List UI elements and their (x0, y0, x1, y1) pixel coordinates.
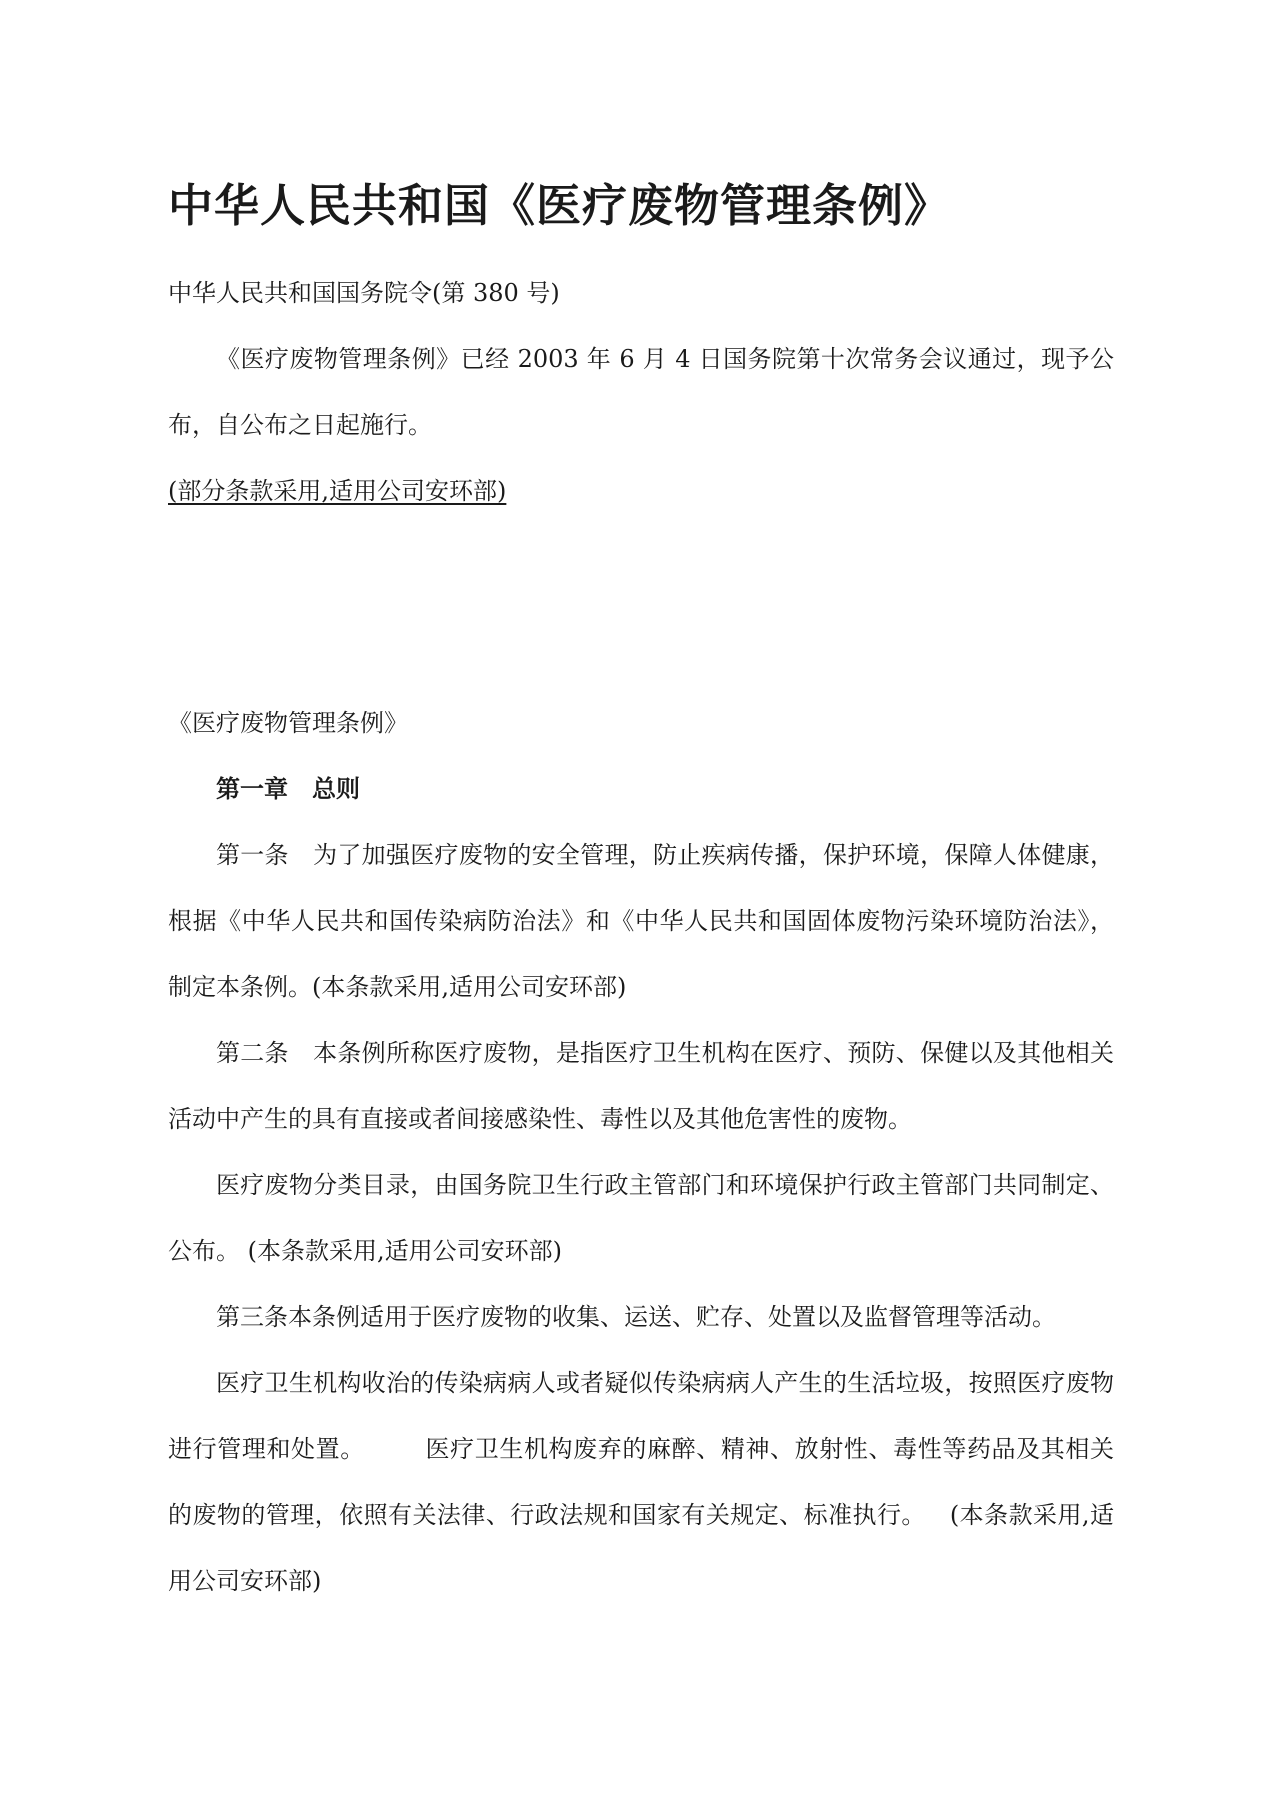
chapter-number: 第一章 (216, 774, 288, 803)
decree-line: 中华人民共和国国务院令(第 380 号) (168, 279, 560, 307)
article-3 (168, 1284, 1114, 1350)
regulation-name: 《医疗废物管理条例》 (168, 709, 408, 737)
document-title: 中华人民共和国《医疗废物管理条例》 (168, 179, 951, 232)
article-2-text: 本条例所称医疗废物，是指医疗卫生机构在医疗、预防、保健以及其他相关活动中产生的具有直接或者间接感染性、毒性以及其他危害性的废物。 (168, 1039, 1115, 1133)
article-1-text: 为了加强医疗废物的安全管理，防止疾病传播，保护环境，保障人体健康，根据《中华人民共和国传染病防治法》和《中华人民共和国固体废物污染环境防治法》，制定本条例。(本条款采用,适用公司安环部) (168, 841, 1115, 1001)
article-3-number: 第三条 (216, 1303, 288, 1331)
article-3-paragraph-2b: 医疗卫生机构废弃的麻醉、精神、放射性、毒性等药品及其相关的废物的管理，依照有关法律、行政法规和国家有关规定、标准执行。 (168, 1435, 1114, 1529)
scope-note (168, 458, 1114, 524)
article-3-note: (本条款采用,适用公司安环部) (168, 1501, 1114, 1595)
article-1-number: 第一条 (216, 841, 289, 869)
article-2-number: 第二条 (216, 1039, 289, 1067)
article-2 (168, 1020, 1114, 1152)
article-1 (168, 822, 1114, 1020)
scope-note-text: (部分条款采用,适用公司安环部) (168, 477, 507, 505)
article-2-paragraph-2: 医疗废物分类目录，由国务院卫生行政主管部门和环境保护行政主管部门共同制定、公布。 (本条款采用,适用公司安环部) (168, 1171, 1114, 1265)
chapter-name: 总则 (312, 774, 360, 803)
article-3-paragraph-2a: 医疗卫生机构收治的传染病病人或者疑似传染病病人产生的生活垃圾，按照医疗废物进行管理和处置。 (168, 1369, 1114, 1463)
article-3-paragraph-2 (168, 1350, 1114, 1614)
article-3-text: 本条例适用于医疗废物的收集、运送、贮存、处置以及监督管理等活动。 (288, 1303, 1056, 1331)
chapter-heading (168, 756, 1114, 822)
announcement-paragraph: 《医疗废物管理条例》已经 2003 年 6 月 4 日国务院第十次常务会议通过，现予公布，自公布之日起施行。 (168, 345, 1114, 439)
